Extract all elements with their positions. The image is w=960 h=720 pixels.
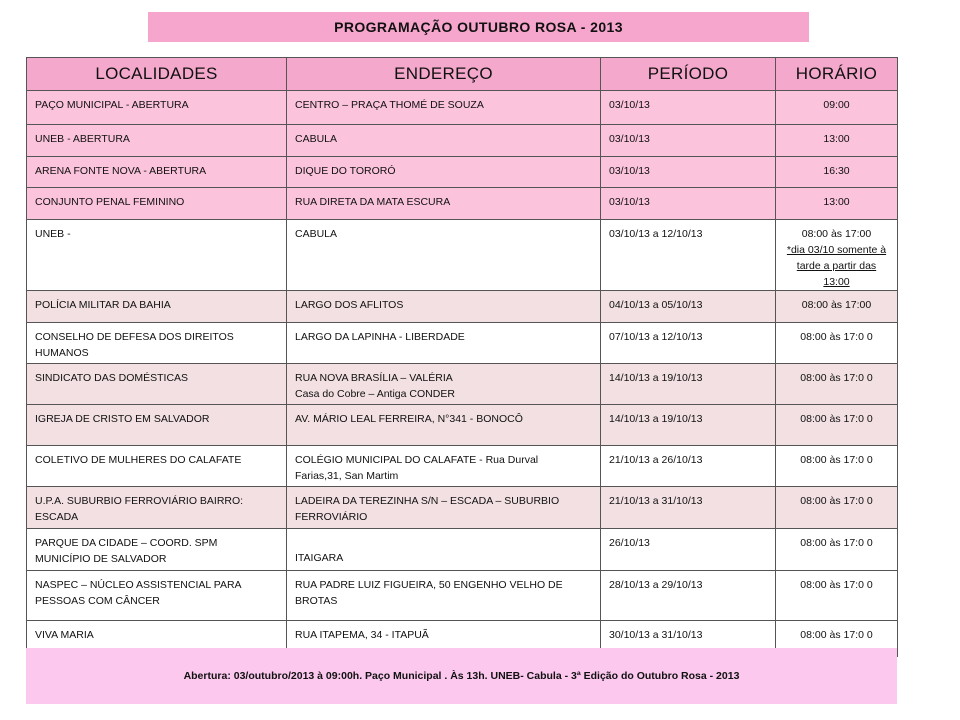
table-row [27, 405, 898, 446]
address-line: COLÉGIO MUNICIPAL DO CALAFATE - Rua Durval [295, 454, 539, 466]
cell-address [287, 571, 601, 621]
table-row [27, 323, 898, 364]
cell-period: 28/10/13 a 29/10/13 [601, 571, 776, 621]
cell-time: 08:00 às 17:0 0 [776, 446, 898, 487]
cell-address: RUA ITAPEMA, 34 - ITAPUÃ [287, 621, 601, 657]
cell-time: 16:30 [776, 157, 898, 188]
address-line: LADEIRA DA TEREZINHA S/N – ESCADA – SUBURBIO [295, 495, 560, 507]
time-note: tarde a partir das 13:00 [796, 260, 877, 288]
local-line: MUNICÍPIO DE SALVADOR [35, 553, 167, 565]
header-endereco: ENDEREÇO [287, 58, 601, 91]
cell-local: COLETIVO DE MULHERES DO CALAFATE [27, 446, 287, 487]
table-row [27, 125, 898, 157]
address-line: Casa do Cobre – Antiga CONDER [295, 388, 455, 400]
schedule-table [26, 57, 898, 657]
cell-time: 08:00 às 17:0 0 [776, 571, 898, 621]
cell-time: 08:00 às 17:0 0 [776, 405, 898, 446]
cell-period: 21/10/13 a 31/10/13 [601, 487, 776, 529]
table-row [27, 529, 898, 571]
cell-local [27, 571, 287, 621]
local-line: HUMANOS [35, 347, 89, 359]
cell-address: CENTRO – PRAÇA THOMÉ DE SOUZA [287, 91, 601, 125]
cell-address: LARGO DA LAPINHA - LIBERDADE [287, 323, 601, 364]
cell-local: POLÍCIA MILITAR DA BAHIA [27, 291, 287, 323]
cell-time: 08:00 às 17:0 0 [776, 621, 898, 657]
cell-local: IGREJA DE CRISTO EM SALVADOR [27, 405, 287, 446]
cell-period: 14/10/13 a 19/10/13 [601, 405, 776, 446]
header-horario: HORÁRIO [776, 58, 898, 91]
cell-period: 03/10/13 [601, 91, 776, 125]
cell-address: CABULA [287, 220, 601, 291]
cell-time: 08:00 às 17:0 0 [776, 487, 898, 529]
cell-period: 04/10/13 a 05/10/13 [601, 291, 776, 323]
table-row [27, 571, 898, 621]
table-row [27, 446, 898, 487]
footer-note: Abertura: 03/outubro/2013 à 09:00h. Paço Municipal . Às 13h. UNEB- Cabula - 3ª Edição do Outubro Rosa - 2013 [26, 648, 897, 704]
local-line: ESCADA [35, 511, 79, 523]
cell-local: ARENA FONTE NOVA - ABERTURA [27, 157, 287, 188]
time-value: 08:00 às 17:00 [801, 228, 872, 240]
cell-time: 09:00 [776, 91, 898, 125]
cell-address: DIQUE DO TORORÓ [287, 157, 601, 188]
cell-time: 08:00 às 17:0 0 [776, 364, 898, 405]
cell-time: 08:00 às 17:0 0 [776, 323, 898, 364]
cell-time: 13:00 [776, 125, 898, 157]
address-line: RUA NOVA BRASÍLIA – VALÉRIA [295, 372, 453, 384]
local-line: PARQUE DA CIDADE – COORD. SPM [35, 537, 218, 549]
cell-period: 21/10/13 a 26/10/13 [601, 446, 776, 487]
cell-local: SINDICATO DAS DOMÉSTICAS [27, 364, 287, 405]
cell-time [776, 220, 898, 291]
local-line: NASPEC – NÚCLEO ASSISTENCIAL PARA [35, 579, 242, 591]
cell-local: CONJUNTO PENAL FEMININO [27, 188, 287, 220]
cell-period: 14/10/13 a 19/10/13 [601, 364, 776, 405]
local-line: CONSELHO DE DEFESA DOS DIREITOS [35, 331, 234, 343]
cell-address: AV. MÁRIO LEAL FERREIRA, N°341 - BONOCÔ [287, 405, 601, 446]
header-periodo: PERÍODO [601, 58, 776, 91]
table-row [27, 220, 898, 291]
cell-period: 03/10/13 a 12/10/13 [601, 220, 776, 291]
cell-period: 03/10/13 [601, 188, 776, 220]
cell-local [27, 487, 287, 529]
cell-local: VIVA MARIA [27, 621, 287, 657]
cell-address [287, 446, 601, 487]
address-line: Farias,31, San Martim [295, 470, 399, 482]
table-row [27, 364, 898, 405]
local-line: PESSOAS COM CÂNCER [35, 595, 160, 607]
cell-address: ITAIGARA [287, 529, 601, 571]
cell-time: 08:00 às 17:0 0 [776, 529, 898, 571]
cell-address: LARGO DOS AFLITOS [287, 291, 601, 323]
table-row [27, 91, 898, 125]
cell-local: UNEB - [27, 220, 287, 291]
cell-time: 13:00 [776, 188, 898, 220]
cell-period: 03/10/13 [601, 157, 776, 188]
page-title: PROGRAMAÇÃO OUTUBRO ROSA - 2013 [148, 12, 809, 42]
cell-local: PAÇO MUNICIPAL - ABERTURA [27, 91, 287, 125]
cell-address [287, 487, 601, 529]
cell-local: UNEB - ABERTURA [27, 125, 287, 157]
cell-time: 08:00 às 17:00 [776, 291, 898, 323]
cell-period: 26/10/13 [601, 529, 776, 571]
address-line: BROTAS [295, 595, 338, 607]
cell-period: 07/10/13 a 12/10/13 [601, 323, 776, 364]
table-row [27, 188, 898, 220]
cell-address: CABULA [287, 125, 601, 157]
table-row [27, 291, 898, 323]
table-row [27, 157, 898, 188]
header-localidades: LOCALIDADES [27, 58, 287, 91]
local-line: U.P.A. SUBURBIO FERROVIÁRIO BAIRRO: [35, 495, 244, 507]
cell-address [287, 364, 601, 405]
address-line: RUA PADRE LUIZ FIGUEIRA, 50 ENGENHO VELHO DE [295, 579, 563, 591]
cell-period: 03/10/13 [601, 125, 776, 157]
time-note: *dia 03/10 somente à [786, 244, 887, 256]
cell-address: RUA DIRETA DA MATA ESCURA [287, 188, 601, 220]
table-row [27, 487, 898, 529]
table-header-row [27, 58, 898, 91]
cell-period: 30/10/13 a 31/10/13 [601, 621, 776, 657]
cell-local [27, 323, 287, 364]
address-line: FERROVIÁRIO [295, 511, 368, 523]
cell-local [27, 529, 287, 571]
